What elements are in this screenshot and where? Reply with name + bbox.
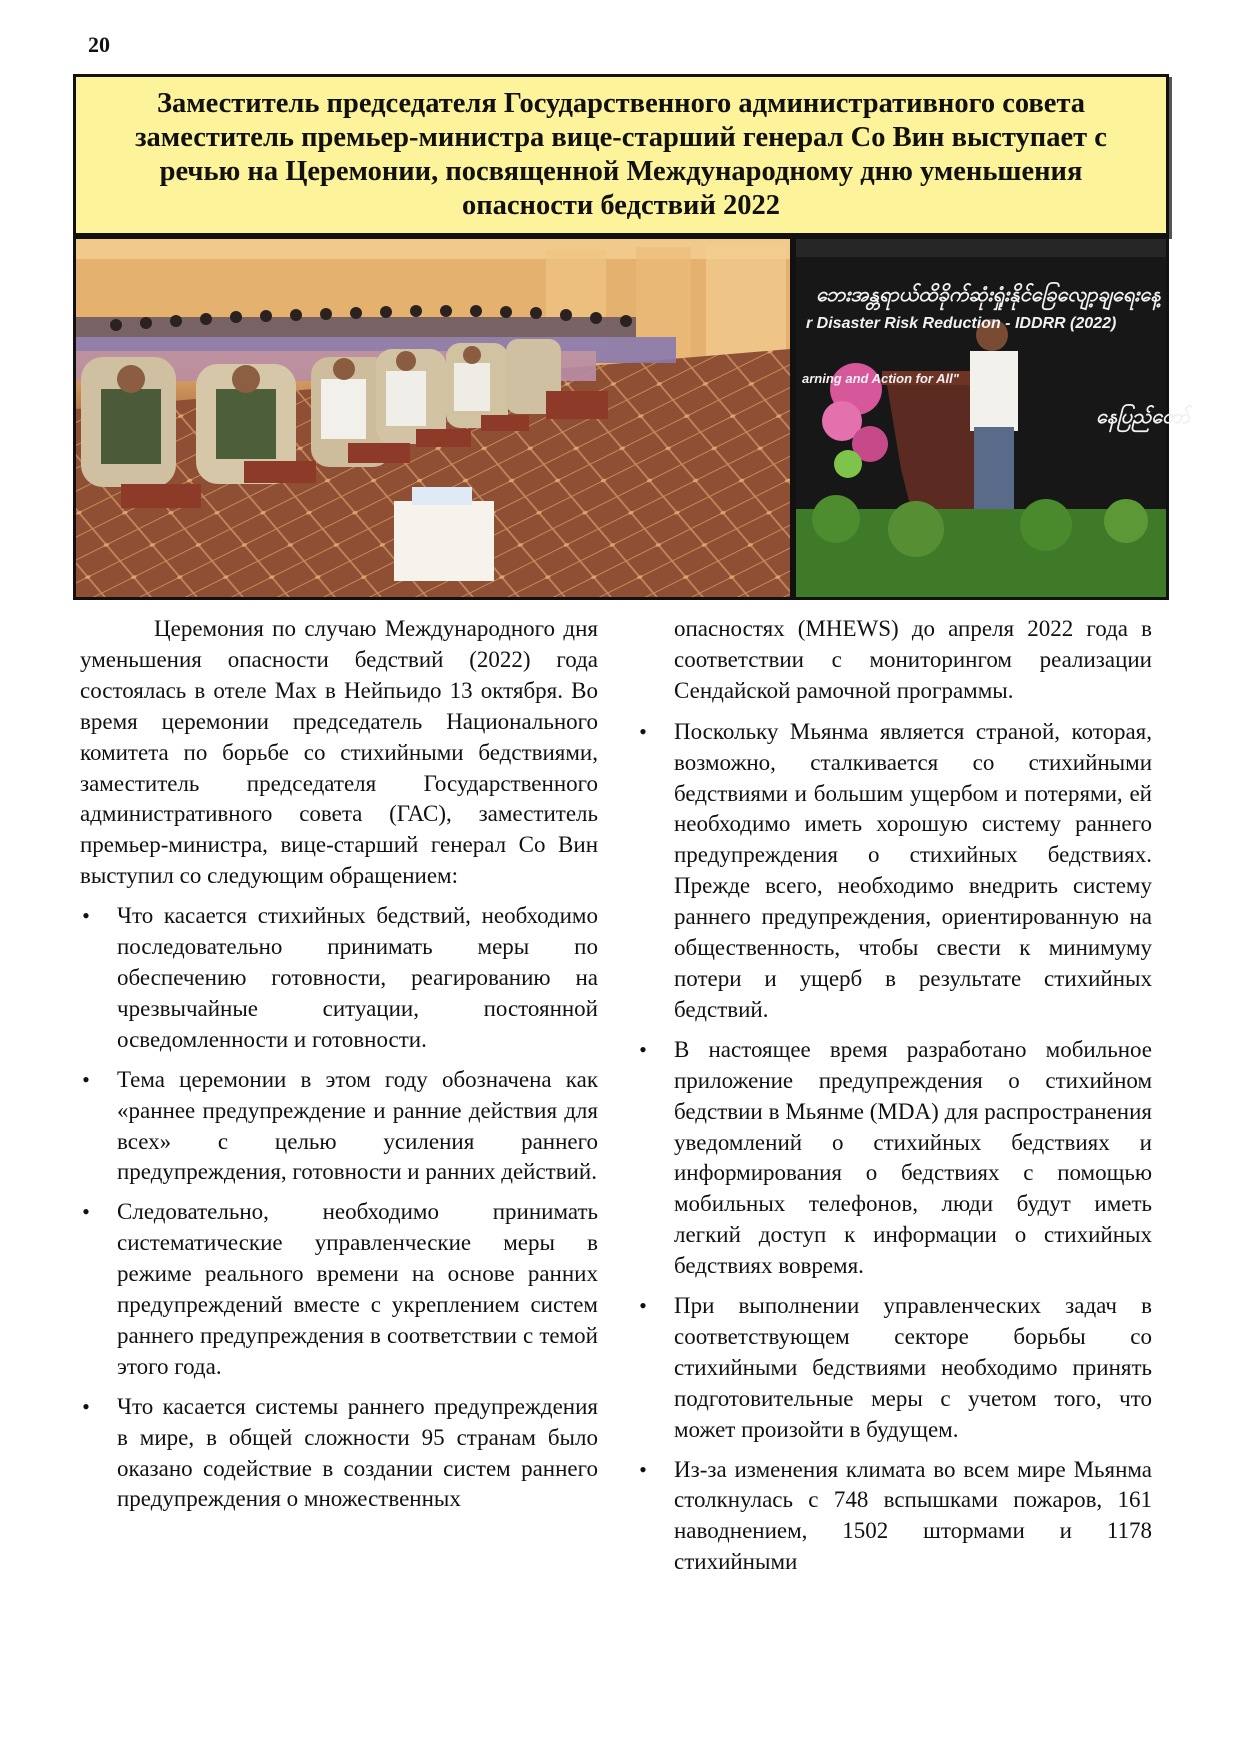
bullet-icon: • [639,1036,647,1062]
bullet-icon: • [82,1393,90,1419]
list-item [639,1291,1152,1446]
page-number: 20 [88,32,110,57]
audience-photo [76,239,790,597]
list-item [80,1392,598,1516]
bullet-icon: • [82,1066,90,1092]
list-item-text: При выполнении управленческих задач в соответствующем секторе борьбы со стихийными бедствиями необходимо принять подготовительные меры с учетом того, что может произойти в будущем. [674,1293,1152,1442]
title-box [73,74,1169,236]
right-bullet-list [639,717,1152,1578]
article-title: Заместитель председателя Государственного административного совета заместитель премьер-министра вице-старший генерал Со Вин выступает с речью на Церемонии, посвященной Международному дню уменьшения опасности бедствий 2022 [135,88,1107,221]
list-item [639,1455,1152,1579]
banner-line-2: r Disaster Risk Reduction - IDDRR (2022) [806,315,1117,332]
audience-photo-illustration [76,239,790,597]
list-item-text: Из-за изменения климата во всем мире Мьянма столкнулась с 748 вспышками пожаров, 161 наводнением, 1502 штормами и 1178 стихийными [674,1456,1152,1575]
bullet-icon: • [82,1199,90,1225]
banner-line-3: arning and Action for All" [802,371,959,386]
list-item-text: Тема церемонии в этом году обозначена как «раннее предупреждение и ранние действия для всех» с целью усиления раннего предупреждения, готовности и ранних действий. [117,1066,598,1185]
bullet-icon: • [639,1456,647,1482]
bullet-icon: • [82,903,90,929]
list-item-text: Что касается стихийных бедствий, необходимо последовательно принимать меры по обеспечению готовности, реагированию на чрезвычайные ситуации, постоянной осведомленности и готовности. [117,903,598,1052]
list-item-text: Что касается системы раннего предупреждения в мире, в общей сложности 95 странам было оказано содействие в создании систем раннего предупреждения о множественных [117,1393,598,1512]
list-item-text: Следовательно, необходимо принимать систематические управленческие меры в режиме реального времени на основе ранних предупреждений вместе с укреплением систем раннего предупреждения в соответствии с темой этого года. [117,1199,598,1379]
continued-paragraph: опасностях (MHEWS) до апреля 2022 года в соответствии с мониторингом реализации Сендайской рамочной программы. [674,616,1152,703]
photo-frame [73,236,1190,600]
list-item [80,901,598,1056]
bullet-icon: • [639,1293,647,1319]
list-item-text: Поскольку Мьянма является страной, которая, возможно, сталкивается со стихийными бедствиями и большим ущербом и потерями, ей необходимо иметь хорошую систему раннего предупреждения о стихийных бедствиях. Прежде всего, необходимо внедрить систему раннего предупреждения, ориентированную на общественность, чтобы свести к минимуму потери и ущерб в результате стихийных бедствий. [674,718,1152,1022]
list-item [639,1035,1152,1282]
intro-paragraph: Церемония по случаю Международного дня уменьшения опасности бедствий (2022) года состоялась в отеле Max в Нейпьидо 13 октября. Во время церемонии председатель Национального комитета по борьбе со стихийными бедствиями, заместитель председателя Государственного административного совета (ГАС), заместитель премьер-министра, вице-старший генерал Со Вин выступил со следующим обращением: [80,616,598,889]
list-item [80,1065,598,1189]
list-item-text: В настоящее время разработано мобильное приложение предупреждения о стихийном бедствии в Мьянме (MDA) для распространения уведомлений о стихийных бедствиях и информирования о бедствиях с помощью мобильных телефонов, люди будут иметь легкий доступ к информации о стихийных бедствиях вовремя. [674,1036,1152,1279]
left-column [80,614,598,1515]
right-column [639,614,1152,1578]
list-item [639,717,1152,1026]
left-bullet-list [80,901,598,1515]
bullet-icon: • [639,718,647,744]
list-item [80,1197,598,1382]
banner-line-1: ဘေးအန္တရာယ်ထိခိုက်ဆုံးရှုံးနိုင်ခြေလျော့ချရေးနေ့ [816,284,1161,306]
speaker-photo [796,239,1190,597]
banner-line-4: နေပြည်တော် [1096,406,1190,428]
